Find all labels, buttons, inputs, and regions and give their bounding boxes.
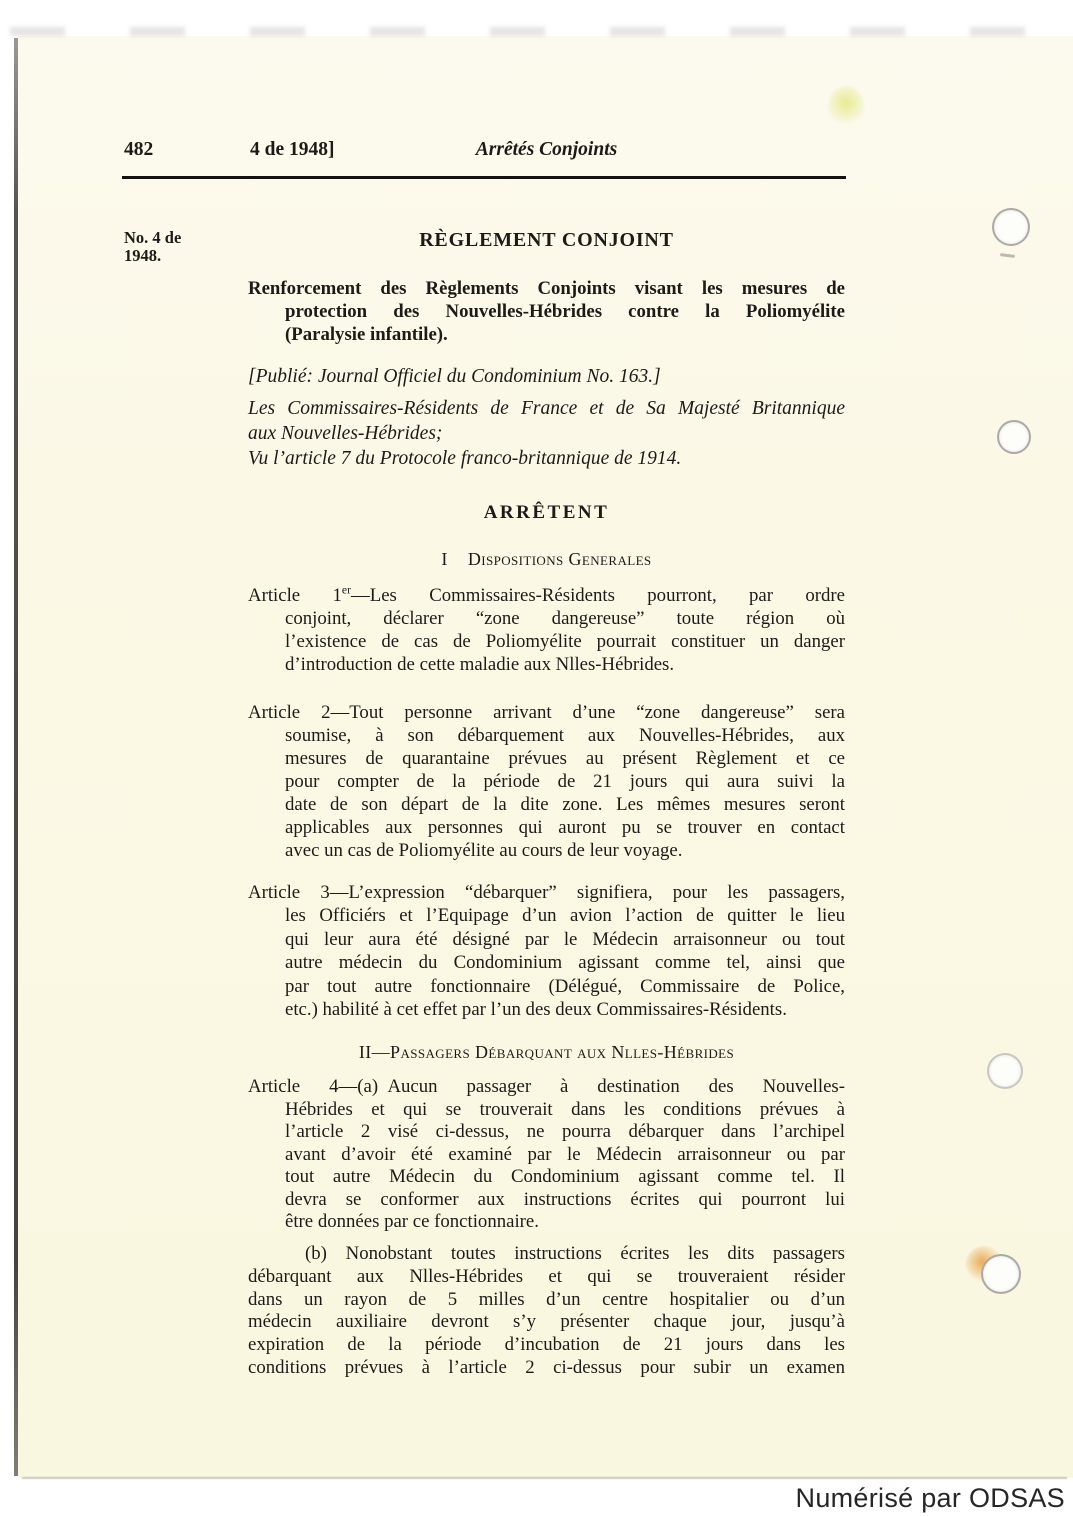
running-title: Arrêtés Conjoints [475, 139, 618, 160]
text-line: pour compter de la période de 21 jours qui aura suivi la [285, 771, 845, 792]
punch-hole [997, 420, 1031, 454]
text-line: devra se conformer aux instructions écrites qui pourront lui [285, 1188, 845, 1210]
text-line: Les Commissaires-Résidents de France et de Sa Majesté Britannique [248, 398, 845, 419]
text-line: Article 4—(a) Aucun passager à destination des Nouvelles- [248, 1076, 845, 1097]
section-title: II—Passagers Débarquant aux Nlles-Hébrides [358, 1042, 735, 1062]
preamble [248, 396, 845, 446]
scan-credit: Numérisé par ODSAS [795, 1483, 1065, 1513]
page-bottom-edge-shadow [22, 1477, 1067, 1479]
text-line: conditions prévues à l’article 2 ci-dessus pour subir un examen [248, 1356, 845, 1378]
text-line: applicables aux personnes qui auront pu se trouver en contact [285, 817, 845, 838]
text-line: être données par ce fonctionnaire. [285, 1211, 539, 1232]
text-line: avant d’avoir été examiné par le Médecin arraisonneur ou par [285, 1143, 845, 1165]
publication-note: [Publié: Journal Officiel du Condominium No. 163.] [248, 366, 661, 387]
text-line: Article 2—Tout personne arrivant d’une “zone dangereuse” sera [248, 702, 845, 723]
text-line: etc.) habilité à cet effet par l’un des deux Commissaires-Résidents. [285, 999, 787, 1021]
text-line: avec un cas de Poliomyélite au cours de leur voyage. [285, 840, 683, 861]
text-line: médecin auxiliaire devront s’y présenter chaque jour, jusqu’à [248, 1311, 845, 1333]
section-2-heading [248, 1042, 845, 1063]
paper-stain [828, 86, 864, 128]
punch-hole [981, 1254, 1021, 1294]
text-line: Hébrides et qui se trouverait dans les conditions prévues à [285, 1098, 845, 1120]
text-line: date de son départ de la dite zone. Les mêmes mesures seront [285, 794, 845, 815]
vu-clause: Vu l’article 7 du Protocole franco-britannique de 1914. [248, 448, 682, 469]
article-4b [248, 1243, 845, 1380]
page-left-edge-shadow [14, 38, 18, 1476]
text-line [248, 584, 845, 607]
text-line: Article 3—L’expression “débarquer” signifiera, pour les passagers, [248, 882, 845, 903]
header-rule [122, 176, 846, 179]
text-line: autre médecin du Condominium agissant comme tel, ainsi que [285, 952, 845, 974]
text-line: (b) Nonobstant toutes instructions écrites les dits passagers [305, 1243, 845, 1264]
text-line: mesures de quarantaine prévues au présent Règlement et ce [285, 748, 845, 769]
text-line: conjoint, déclarer “zone dangereuse” toute région où [285, 608, 845, 629]
punch-hole [987, 1053, 1023, 1089]
text-line: expiration de la période d’incubation de 21 jours dans les [248, 1334, 845, 1356]
article-label: Article 1 [248, 585, 342, 606]
article-4 [248, 1076, 845, 1234]
text-segment: —Les Commissaires-Résidents pourront, par ordre [350, 585, 846, 606]
margin-note [124, 229, 234, 265]
section-1-heading [248, 549, 845, 570]
text-line: dans un rayon de 5 milles d’un centre hospitalier ou d’un [248, 1288, 845, 1310]
document-title: RÈGLEMENT CONJOINT [419, 229, 674, 251]
scan-edge-smudge [10, 27, 1060, 36]
text-line: aux Nouvelles-Hébrides; [248, 423, 443, 444]
article-3 [248, 881, 845, 1021]
text-line: soumise, à son débarquement aux Nouvelles-Hébrides, aux [285, 725, 845, 746]
text-line: tout autre Médecin du Condominium agissant comme tel. Il [285, 1166, 845, 1187]
ordinal-superscript: er [341, 583, 351, 597]
text-line: protection des Nouvelles-Hébrides contre la Poliomyélite [285, 301, 845, 322]
text-line: l’article 2 visé ci-dessus, ne pourra débarquer dans l’archipel [285, 1121, 845, 1142]
text-line: par tout autre fonctionnaire (Délégué, Commissaire de Police, [285, 975, 845, 997]
article-1 [248, 584, 845, 676]
subject-paragraph [248, 277, 845, 346]
document-reference: 4 de 1948] [250, 139, 335, 160]
section-title: Dispositions Generales [467, 549, 652, 569]
text-line: d’introduction de cette maladie aux Nlles-Hébrides. [285, 654, 675, 675]
text-line: débarquant aux Nlles-Hébrides et qui se trouveraient résider [248, 1265, 845, 1287]
text-line: l’existence de cas de Poliomyélite pourrait constituer un danger [285, 631, 845, 652]
text-line: qui leur aura été désigné par le Médecin arraisonneur ou tout [285, 928, 845, 950]
article-2 [248, 701, 845, 862]
section-numeral: I [441, 549, 448, 569]
margin-note-line: 1948. [124, 246, 162, 265]
margin-note-line: No. 4 de [124, 228, 182, 247]
enactment-heading: ARRÊTENT [483, 502, 610, 523]
punch-hole [992, 208, 1030, 246]
text-line: les Officiérs et l’Equipage d’un avion l’action de quitter le lieu [285, 905, 845, 927]
text-line: Renforcement des Règlements Conjoints visant les mesures de [248, 278, 845, 299]
page-number: 482 [124, 139, 154, 160]
text-line: (Paralysie infantile). [285, 324, 448, 345]
